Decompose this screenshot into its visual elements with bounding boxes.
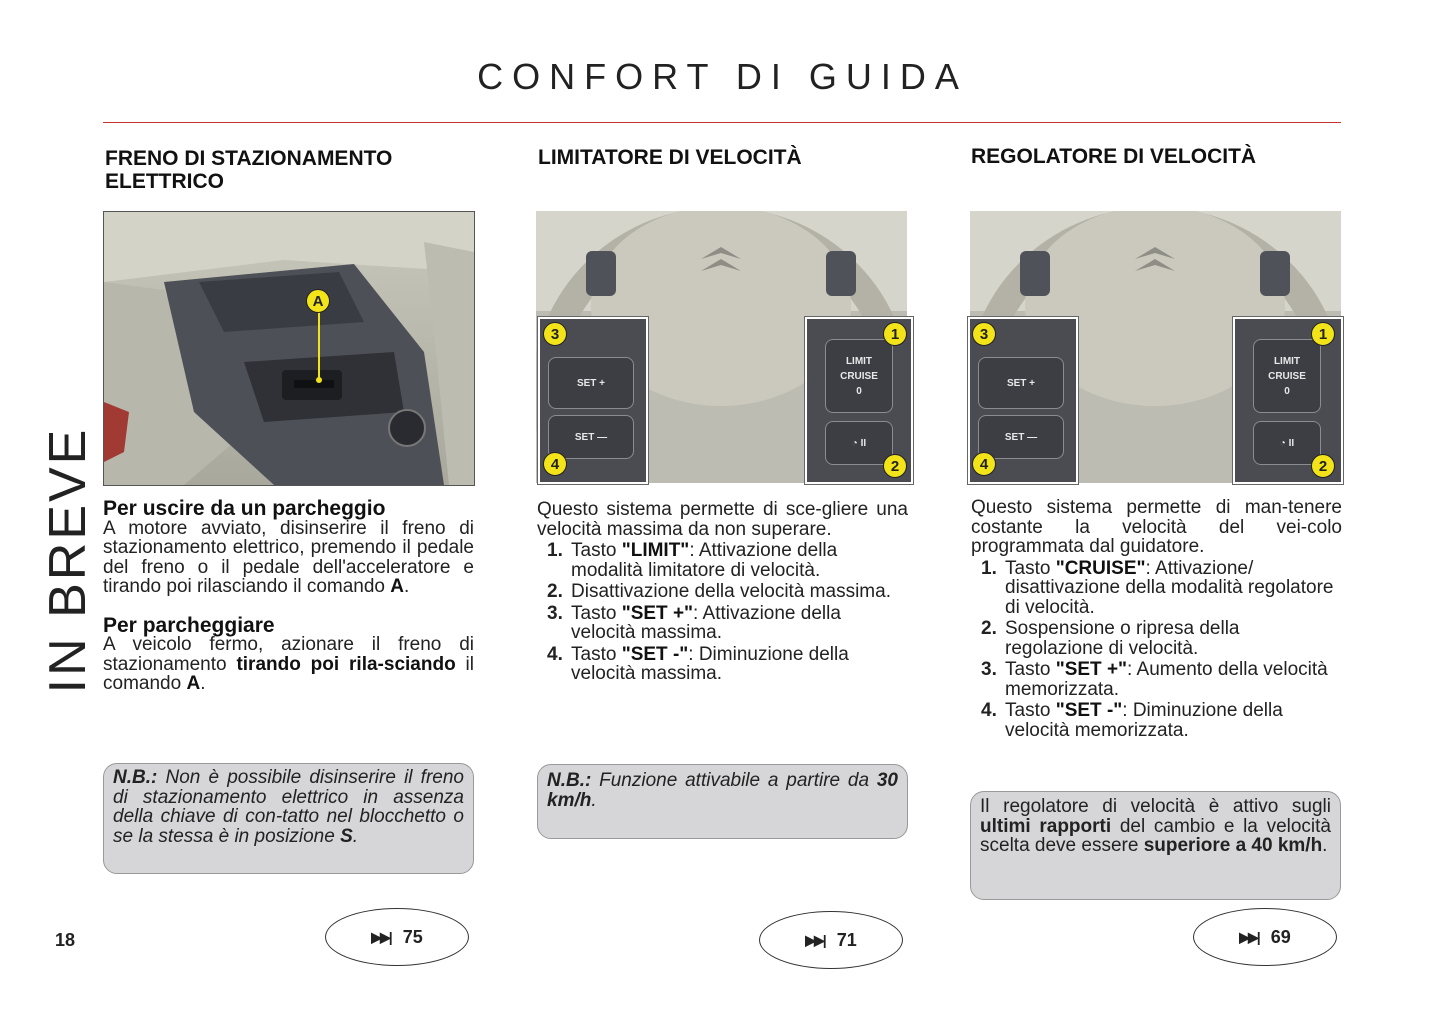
list-item: 2. Disattivazione della velocità massima.	[547, 581, 891, 602]
list-item: 3. Tasto "SET +": Attivazione della velocità massima.	[547, 602, 841, 643]
skip-forward-icon: ▶▶|	[371, 928, 391, 945]
speed-limiter-intro: Questo sistema permette di sce-gliere una velocità massima da non superare.	[537, 499, 908, 540]
limit-cruise-button[interactable]: LIMIT CRUISE 0	[825, 339, 893, 413]
speed-limiter-heading: LIMITATORE DI VELOCITÀ	[538, 146, 802, 169]
marker-2: 2	[1311, 454, 1335, 478]
header-divider	[103, 122, 1341, 123]
speed-limiter-note: N.B.: Funzione attivabile a partire da 30 km/h.	[537, 764, 908, 839]
skip-forward-icon: ▶▶|	[1239, 928, 1259, 945]
speed-limiter-steps	[537, 541, 908, 684]
marker-4: 4	[543, 452, 567, 476]
set-plus-button[interactable]: SET +	[548, 357, 634, 409]
page-ref-link-71[interactable]: ▶▶| 71	[759, 911, 903, 969]
control-a-marker: A	[306, 289, 330, 313]
page-number: 18	[55, 930, 76, 950]
parking-brake-photo	[103, 211, 475, 486]
list-item: 3. Tasto "SET +": Aumento della velocità memorizzata.	[981, 659, 1328, 700]
pause-resume-button[interactable]: ◔ II	[825, 421, 893, 465]
page-title: CONFORT DI GUIDA	[477, 56, 968, 97]
marker-2: 2	[883, 454, 907, 478]
speedometer-icon: ◔	[1279, 437, 1289, 449]
speedometer-icon: ◔	[851, 437, 861, 449]
set-minus-button-cruise[interactable]: SET —	[978, 415, 1064, 459]
set-minus-button[interactable]: SET —	[548, 415, 634, 459]
page-ref-link-75[interactable]: ▶▶| 75	[325, 908, 469, 966]
list-item: 4. Tasto "SET -": Diminuzione della velocità massima.	[547, 643, 849, 684]
park-text: A veicolo fermo, azionare il freno di stazionamento tirando poi rila-sciando il comando A.	[103, 634, 474, 694]
list-item: 4. Tasto "SET -": Diminuzione della velocità memorizzata.	[981, 700, 1283, 741]
page-ref-link-69[interactable]: ▶▶| 69	[1193, 908, 1337, 966]
marker-4: 4	[972, 452, 996, 476]
marker-3: 3	[543, 322, 567, 346]
cruise-control-text	[971, 498, 1342, 742]
list-item: 1. Tasto "CRUISE": Attivazione/ disattivazione della modalità regolatore di velocità.	[981, 557, 1334, 618]
cruise-control-note: Il regolatore di velocità è attivo sugli ultimi rapporti del cambio e la velocità scelta deve essere superiore a 40 km/h.	[970, 791, 1341, 900]
parking-brake-text	[103, 499, 474, 694]
cruise-control-intro: Questo sistema permette di man-tenere costante la velocità del vei-colo programmata dal guidatore.	[971, 497, 1342, 557]
marker-1: 1	[1311, 322, 1335, 346]
speed-limiter-text	[537, 500, 908, 686]
leave-parking-heading: Per uscire da un parcheggio	[103, 497, 386, 520]
marker-1: 1	[883, 322, 907, 346]
list-item: 2. Sospensione o ripresa della regolazione di velocità.	[981, 618, 1240, 659]
parking-brake-note: N.B.: Non è possibile disinserire il freno di stazionamento elettrico in assenza della chiave di con-tatto nel blocchetto o se la stessa è in posizione S.	[103, 763, 474, 874]
pause-resume-button-cruise[interactable]: ◔ II	[1253, 421, 1321, 465]
parking-brake-heading: FRENO DI STAZIONAMENTO ELETTRICO	[105, 147, 393, 193]
leave-parking-text: A motore avviato, disinserire il freno di stazionamento elettrico, premendo il pedale del freno o il pedale dell'acceleratore e tirando poi rilasciando il comando A.	[103, 517, 474, 597]
cruise-control-steps	[971, 559, 1342, 741]
marker-3: 3	[972, 322, 996, 346]
park-heading: Per parcheggiare	[103, 613, 275, 637]
limit-cruise-button-cruise[interactable]: LIMIT CRUISE 0	[1253, 339, 1321, 413]
list-item: 1. Tasto "LIMIT": Attivazione della modalità limitatore di velocità.	[547, 540, 838, 581]
set-plus-button-cruise[interactable]: SET +	[978, 357, 1064, 409]
cruise-control-heading: REGOLATORE DI VELOCITÀ	[971, 145, 1257, 168]
side-section-label: IN BREVE	[39, 426, 97, 694]
skip-forward-icon: ▶▶|	[805, 931, 825, 948]
